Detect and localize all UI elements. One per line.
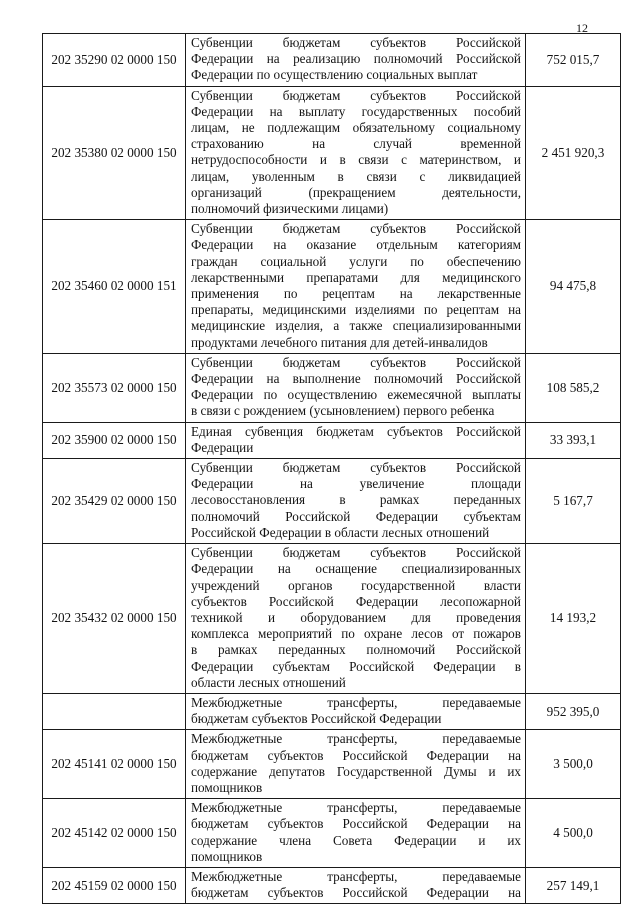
table-row bbox=[43, 544, 621, 694]
table-row bbox=[43, 86, 621, 220]
income-code-cell: 202 35429 02 0000 150 bbox=[43, 459, 186, 544]
description-cell bbox=[186, 799, 526, 868]
description-line: Субвенции бюджетам субъектов Российской bbox=[191, 460, 521, 476]
description-line: медицинские изделия, а также специализированными bbox=[191, 318, 521, 334]
amount-cell: 5 167,7 bbox=[526, 459, 621, 544]
description-line: лесовосстановления в рамках переданных bbox=[191, 492, 521, 508]
description-cell bbox=[186, 220, 526, 354]
description-line: бюджетам субъектов Российской Федерации на bbox=[191, 816, 521, 832]
budget-table bbox=[42, 33, 621, 904]
description-cell bbox=[186, 422, 526, 458]
description-line: Федерации на выплату государственных пособий bbox=[191, 103, 521, 119]
description-line: Федерации на оснащение специализированных bbox=[191, 561, 521, 577]
description-line: Федерации на реализацию полномочий Российской bbox=[191, 51, 521, 67]
table-row bbox=[43, 353, 621, 422]
description-line: Субвенции бюджетам субъектов Российской bbox=[191, 354, 521, 370]
income-code-cell: 202 35573 02 0000 150 bbox=[43, 353, 186, 422]
amount-cell: 108 585,2 bbox=[526, 353, 621, 422]
description-line: комплекса мероприятий по охране лесов от пожаров bbox=[191, 626, 521, 642]
table-row bbox=[43, 867, 621, 903]
description-line: полномочий Российской Федерации субъектам bbox=[191, 508, 521, 524]
description-line: Федерации субъектам Российской Федерации в bbox=[191, 658, 521, 674]
description-line: граждан социальной услуги по обеспечению bbox=[191, 253, 521, 269]
description-line: Субвенции бюджетам субъектов Российской bbox=[191, 87, 521, 103]
description-line: лекарственными препаратами для медицинского bbox=[191, 269, 521, 285]
description-line: лицам, уволенным в связи с ликвидацией bbox=[191, 168, 521, 184]
table-row bbox=[43, 730, 621, 799]
description-cell bbox=[186, 867, 526, 903]
description-line: Межбюджетные трансферты, передаваемые bbox=[191, 694, 521, 710]
description-line: содержание депутатов Государственной Думы и их bbox=[191, 763, 521, 779]
description-line: Российской Федерации в области лесных отношений bbox=[191, 524, 490, 540]
description-line: Федерации на увеличение площади bbox=[191, 476, 521, 492]
amount-cell: 257 149,1 bbox=[526, 867, 621, 903]
amount-cell: 2 451 920,3 bbox=[526, 86, 621, 220]
description-line: учреждений органов государственной власти bbox=[191, 577, 521, 593]
description-line: Субвенции бюджетам субъектов Российской bbox=[191, 545, 521, 561]
income-code-cell: 202 45159 02 0000 150 bbox=[43, 867, 186, 903]
description-line: нетрудоспособности и в связи с материнством, и bbox=[191, 152, 521, 168]
description-line: техникой и оборудованием для проведения bbox=[191, 609, 521, 625]
description-line: продуктами лечебного питания для детей-инвалидов bbox=[191, 334, 488, 350]
description-line: содержание члена Совета Федерации и их bbox=[191, 832, 521, 848]
amount-cell: 14 193,2 bbox=[526, 544, 621, 694]
table-row bbox=[43, 34, 621, 87]
amount-cell: 952 395,0 bbox=[526, 693, 621, 729]
description-line: страхованию на случай временной bbox=[191, 136, 521, 152]
description-line: Межбюджетные трансферты, передаваемые bbox=[191, 868, 521, 884]
income-code-cell bbox=[43, 693, 186, 729]
description-line: Федерации bbox=[191, 439, 254, 455]
description-line: субъектов Российской Федерации лесопожарной bbox=[191, 593, 521, 609]
income-code-cell: 202 35290 02 0000 150 bbox=[43, 34, 186, 87]
description-line: бюджетам субъектов Российской Федерации на bbox=[191, 747, 521, 763]
amount-cell: 33 393,1 bbox=[526, 422, 621, 458]
income-code-cell: 202 35900 02 0000 150 bbox=[43, 422, 186, 458]
description-line: организаций (прекращением деятельности, bbox=[191, 184, 521, 200]
income-code-cell: 202 35380 02 0000 150 bbox=[43, 86, 186, 220]
description-line: в рамках переданных полномочий Российской bbox=[191, 642, 521, 658]
description-cell bbox=[186, 459, 526, 544]
description-line: Межбюджетные трансферты, передаваемые bbox=[191, 731, 521, 747]
amount-cell: 752 015,7 bbox=[526, 34, 621, 87]
page-number: 12 bbox=[576, 21, 588, 35]
income-code-cell: 202 45142 02 0000 150 bbox=[43, 799, 186, 868]
description-line: препараты, медицинскими изделиями по рецептам на bbox=[191, 302, 521, 318]
description-line: Федерации по осуществлению ежемесячной выплаты bbox=[191, 387, 521, 403]
description-line: помощников bbox=[191, 848, 263, 864]
description-cell bbox=[186, 544, 526, 694]
description-line: лицам, не подлежащим обязательному социальному bbox=[191, 120, 521, 136]
description-cell bbox=[186, 34, 526, 87]
budget-table-body bbox=[43, 34, 621, 904]
description-line: Субвенции бюджетам субъектов Российской bbox=[191, 35, 521, 50]
table-row bbox=[43, 220, 621, 354]
income-code-cell: 202 35460 02 0000 151 bbox=[43, 220, 186, 354]
description-line: бюджетам субъектов Российской Федерации на bbox=[191, 885, 521, 901]
description-line: в связи с рождением (усыновлением) первого ребенка bbox=[191, 403, 495, 419]
description-line: полномочий физическими лицами) bbox=[191, 201, 389, 217]
description-cell bbox=[186, 730, 526, 799]
table-row bbox=[43, 799, 621, 868]
description-cell bbox=[186, 353, 526, 422]
description-line: бюджетам субъектов Российской Федерации bbox=[191, 711, 442, 727]
description-line: применения по рецептам на лекарственные bbox=[191, 286, 521, 302]
income-code-cell: 202 45141 02 0000 150 bbox=[43, 730, 186, 799]
description-cell bbox=[186, 86, 526, 220]
amount-cell: 4 500,0 bbox=[526, 799, 621, 868]
amount-cell: 3 500,0 bbox=[526, 730, 621, 799]
amount-cell: 94 475,8 bbox=[526, 220, 621, 354]
description-cell bbox=[186, 693, 526, 729]
description-line: помощников bbox=[191, 779, 263, 795]
description-line: Единая субвенция бюджетам субъектов Российской bbox=[191, 423, 521, 439]
income-code-cell: 202 35432 02 0000 150 bbox=[43, 544, 186, 694]
description-line: Федерации по осуществлению социальных выплат bbox=[191, 67, 478, 83]
table-row bbox=[43, 693, 621, 729]
description-line: Федерации на оказание отдельным категориям bbox=[191, 237, 521, 253]
description-line: Межбюджетные трансферты, передаваемые bbox=[191, 800, 521, 816]
description-line: Федерации на выполнение полномочий Российской bbox=[191, 371, 521, 387]
table-row bbox=[43, 459, 621, 544]
table-row bbox=[43, 422, 621, 458]
description-line: Субвенции бюджетам субъектов Российской bbox=[191, 221, 521, 237]
description-line: области лесных отношений bbox=[191, 674, 346, 690]
